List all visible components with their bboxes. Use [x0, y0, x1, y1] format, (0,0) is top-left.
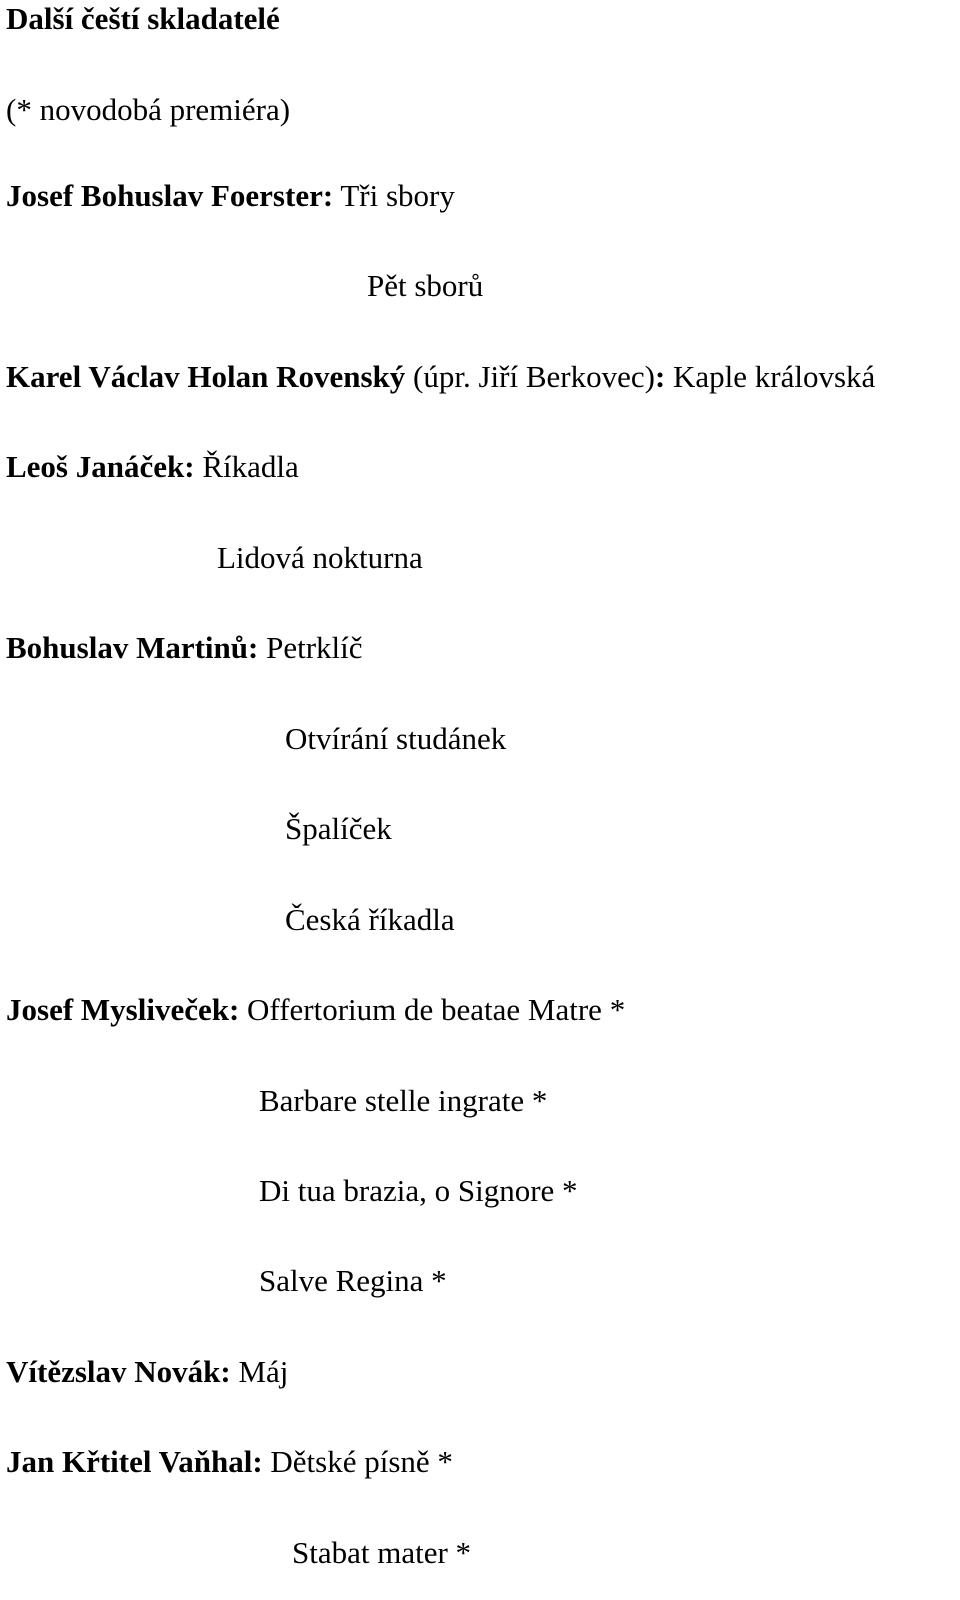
composer-name: Vítězslav Novák: — [6, 1354, 231, 1389]
work-title: Česká říkadla — [285, 902, 455, 937]
premiere-note: (* novodobá premiéra) — [6, 92, 291, 127]
composer-entry-martinu — [6, 629, 363, 666]
composer-entry-myslivecek — [6, 991, 625, 1028]
page-title: Další čeští skladatelé — [6, 1, 280, 36]
arranger-colon: : — [654, 359, 666, 394]
composer-name: Karel Václav Holan Rovenský — [6, 359, 406, 394]
work-title: Di tua brazia, o Signore * — [259, 1173, 578, 1208]
composer-name: Jan Křtitel Vaňhal: — [6, 1444, 263, 1479]
composer-name: Josef Bohuslav Foerster: — [6, 178, 334, 213]
composer-entry-janacek — [6, 448, 299, 485]
work-title: Barbare stelle ingrate * — [259, 1083, 548, 1118]
work-title: Offertorium de beatae Matre * — [247, 992, 626, 1027]
composer-entry-foerster — [6, 177, 455, 214]
composer-entry-vanhal — [6, 1443, 453, 1480]
work-title: Lidová nokturna — [217, 540, 423, 575]
work-title: Špalíček — [285, 811, 392, 846]
work-title: Salve Regina * — [259, 1263, 447, 1298]
arranger-note: (úpr. Jiří Berkovec) — [413, 359, 655, 394]
work-title: Máj — [238, 1354, 289, 1389]
work-title: Říkadla — [202, 449, 299, 484]
composer-name: Leoš Janáček: — [6, 449, 195, 484]
composer-name: Bohuslav Martinů: — [6, 630, 259, 665]
work-title: Dětské písně * — [270, 1444, 453, 1479]
work-title: Pět sborů — [367, 268, 484, 303]
work-title: Stabat mater * — [292, 1535, 472, 1570]
work-title: Otvírání studánek — [285, 721, 507, 756]
work-title: Petrklíč — [266, 630, 363, 665]
work-title: Kaple královská — [673, 359, 876, 394]
work-title: Tři sbory — [340, 178, 455, 213]
composer-entry-holan-rovensky — [6, 358, 875, 395]
composer-entry-novak — [6, 1353, 288, 1390]
composer-name: Josef Mysliveček: — [6, 992, 240, 1027]
